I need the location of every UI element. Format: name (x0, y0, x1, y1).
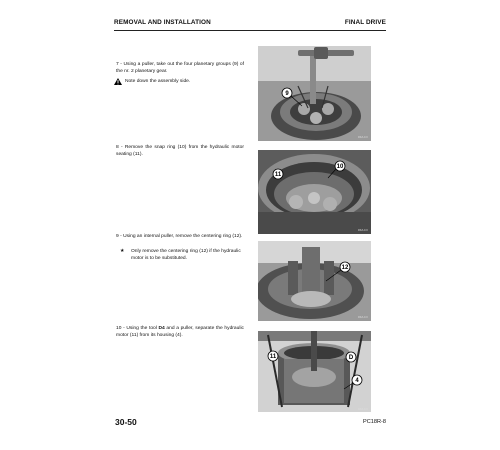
chapter-title: FINAL DRIVE (344, 19, 386, 26)
photo-code: RKA.0.0 (358, 136, 368, 139)
photo-step-9 (258, 241, 371, 321)
page-number: 30-50 (115, 417, 137, 427)
step-8-text: 8 - Remove the snap ring (10) from the hydraulic motor seating (11). (116, 145, 244, 157)
callout-4: 4 (355, 378, 359, 385)
photo-step-8 (258, 150, 371, 234)
section-title: REMOVAL AND INSTALLATION (114, 19, 211, 26)
step-7-warning-text: Note down the assembly side. (125, 79, 191, 84)
photo-code: RKA.0.0 (358, 408, 368, 411)
photo-step-10 (258, 331, 371, 412)
callout-11: 11 (274, 172, 282, 179)
step-9-text: 9 - Using an internal puller, remove the centering ring (12). (116, 234, 243, 239)
model-code: PC18R-8 (362, 419, 386, 425)
step-10-text: 10 - Using the tool D4 and a puller, separate the hydraulic motor (11) from its housing (4). (116, 326, 244, 338)
photo-code: RKA.0.0 (358, 229, 368, 232)
step-7-warning (114, 78, 242, 85)
callout-d4: D (348, 355, 354, 362)
header-rule (114, 30, 386, 31)
tool-reference: D4 (158, 326, 165, 331)
callout-11: 11 (269, 354, 277, 361)
photo-step-7 (258, 46, 371, 141)
step-7-text: 7 - Using a puller, take out the four planetary groups (9) of the nr. 2 planetary gear. (116, 62, 244, 74)
callout-12: 12 (341, 265, 349, 272)
step-9-note (120, 248, 244, 262)
callout-10: 10 (336, 164, 344, 171)
warning-triangle-icon (114, 78, 122, 85)
callout-9: 9 (285, 91, 289, 98)
photo-code: RKA.0.0 (358, 316, 368, 319)
step-9-note-text: Only remove the centering ring (12) if the hydraulic motor is to be substituted. (131, 249, 241, 261)
star-bullet-icon: ★ (120, 249, 125, 254)
